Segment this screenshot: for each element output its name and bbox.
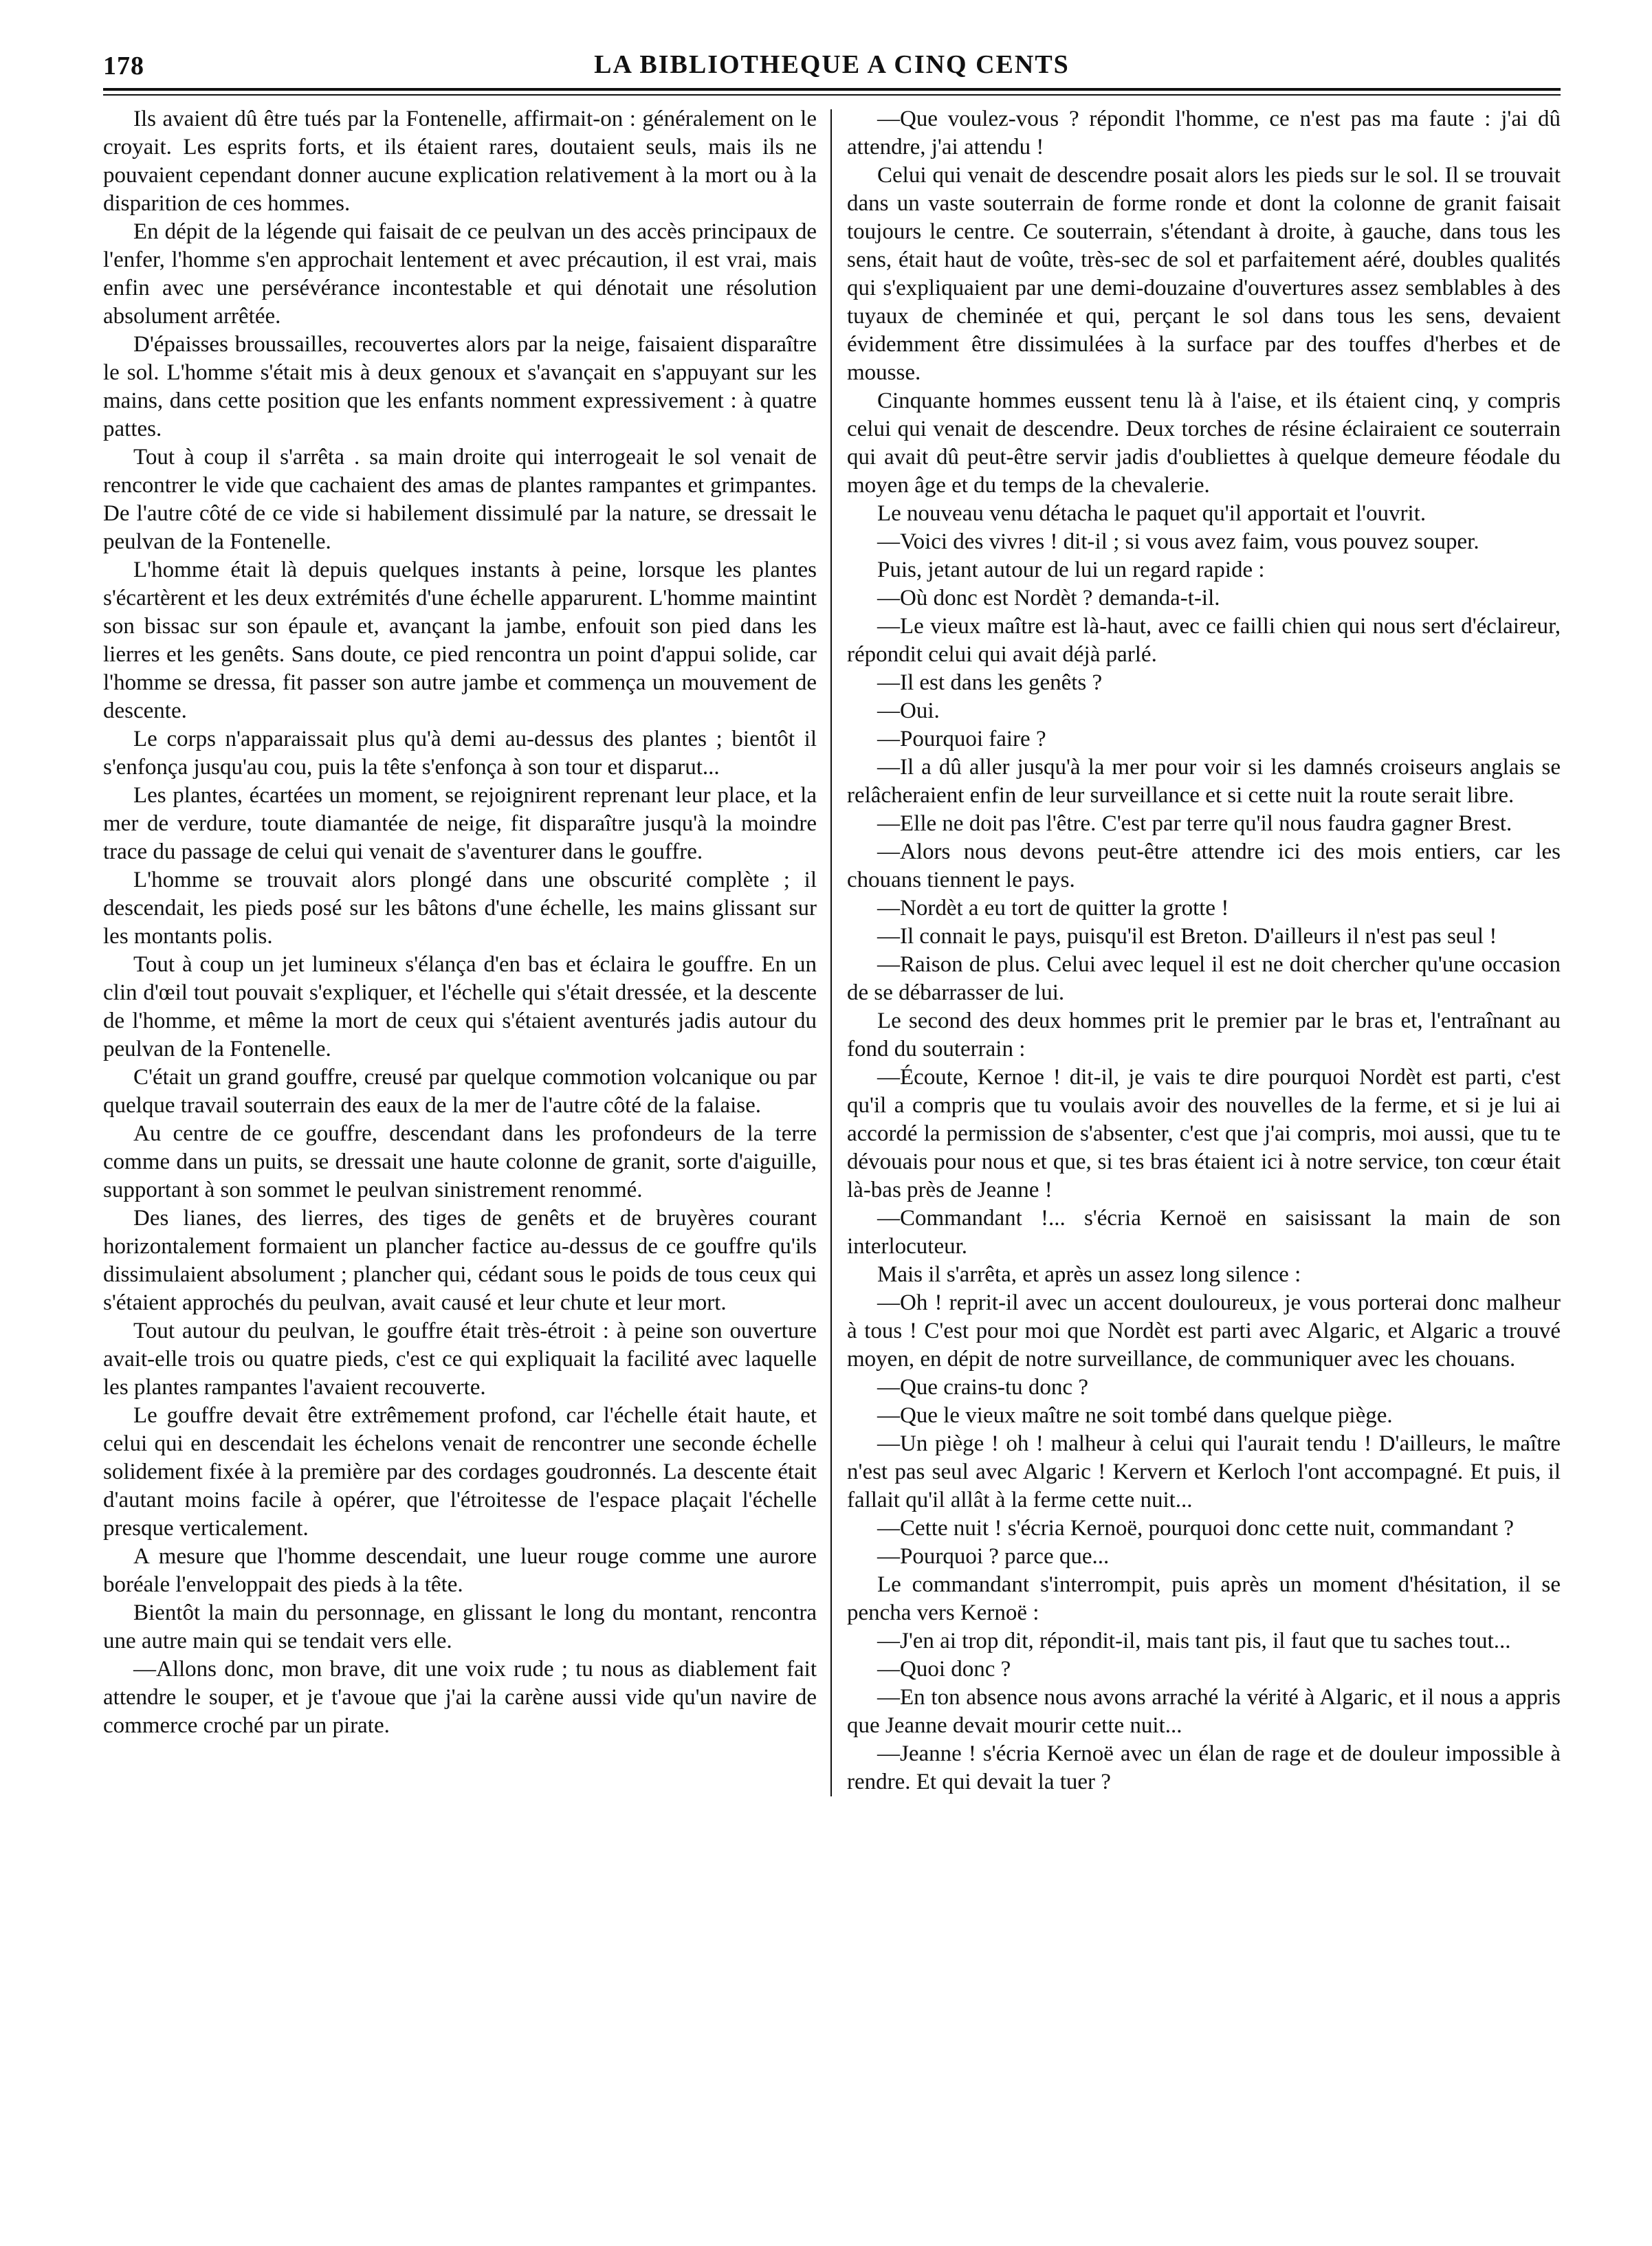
paragraph: Bientôt la main du personnage, en glissant le long du montant, rencontra une autre main qui se tendait vers elle. — [103, 1600, 817, 1653]
paragraph: D'épaisses broussailles, recouvertes alors par la neige, faisaient disparaître le sol. L'homme s'était mis à deux genoux et s'avançait en s'appuyant sur les mains, dans cette position que les enfants nomment expressivement : à quatre pattes. — [103, 332, 817, 441]
paragraph: —Un piège ! oh ! malheur à celui qui l'aurait tendu ! D'ailleurs, le maître n'est pas seul avec Algaric ! Kervern et Kerloch l'ont accompagné. Et puis, il fallait qu'il allât à la ferme cette nuit... — [847, 1431, 1561, 1512]
paragraph: —Oh ! reprit-il avec un accent douloureux, je vous porterai donc malheur à tous ! C'est pour moi que Nordèt est parti avec Algaric, et Algaric a trouvé moyen, en dépit de notre surveillance, de communiquer avec les chouans. — [847, 1290, 1561, 1372]
paragraph: L'homme était là depuis quelques instants à peine, lorsque les plantes s'écartèrent et les deux extrémités d'une échelle apparurent. L'homme maintint son bissac sur son épaule et, avançant la jambe, enfouit son pied dans les lierres et les genêts. Sans doute, ce pied rencontra un point d'appui solide, car l'homme se dressa, fit passer son autre jambe et commença un mouvement de descente. — [103, 558, 817, 723]
paragraph: —Écoute, Kernoe ! dit-il, je vais te dire pourquoi Nordèt est parti, c'est qu'il a compris que tu voulais avoir des nouvelles de la ferme, et si je lui ai accordé la permission de s'absenter, c'est que j'ai compris, moi aussi, que tu te dévouais pour nous et que, si tes bras étaient ici à notre service, ton cœur était là-bas près de Jeanne ! — [847, 1065, 1561, 1202]
paragraph: Tout à coup il s'arrêta . sa main droite qui interrogeait le sol venait de rencontrer le vide que cachaient des amas de plantes rampantes et grimpantes. De l'autre côté de ce vide si habilement dissimulé par la nature, se dressait le peulvan de la Fontenelle. — [103, 445, 817, 554]
newspaper-page — [103, 27, 1561, 2214]
paragraph: Tout à coup un jet lumineux s'élança d'en bas et éclaira le gouffre. En un clin d'œil tout pouvait s'expliquer, et l'échelle qui s'était dressée, et la descente de l'homme, et même la mort de ceux qui s'étaient aventurés jadis autour du peulvan de la Fontenelle. — [103, 952, 817, 1061]
right-column — [832, 105, 1561, 1796]
header-rule-thick — [103, 88, 1561, 91]
paragraph: Le corps n'apparaissait plus qu'à demi au-dessus des plantes ; bientôt il s'enfonça jusqu'au cou, puis la tête s'enfonça à son tour et disparut... — [103, 727, 817, 780]
paragraph: —Jeanne ! s'écria Kernoë avec un élan de rage et de douleur impossible à rendre. Et qui devait la tuer ? — [847, 1741, 1561, 1794]
paragraph: —Alors nous devons peut-être attendre ici des mois entiers, car les chouans tiennent le pays. — [847, 839, 1561, 892]
paragraph: —Où donc est Nordèt ? demanda-t-il. — [877, 586, 1220, 610]
paragraph: Le second des deux hommes prit le premier par le bras et, l'entraînant au fond du souterrain : — [847, 1009, 1561, 1061]
paragraph: Celui qui venait de descendre posait alors les pieds sur le sol. Il se trouvait dans un vaste souterrain de forme ronde et dont la colonne de granit faisait toujours le centre. Ce souterrain, s'étendant à droite, à gauche, dans tous les sens, était haut de voûte, très-sec de sol et parfaitement aéré, doubles qualités qui s'expliquaient par une demi-douzaine d'ouvertures assez semblables à des tuyaux de cheminée et qui, perçant le sol dans tous les sens, devaient évidemment être dissimulées à la surface par des touffes d'herbes et de mousse. — [847, 163, 1561, 385]
paragraph: Le gouffre devait être extrêmement profond, car l'échelle était haute, et celui qui en descendait les échelons venait de rencontrer une seconde échelle solidement fixée à la première par des cordages goudronnés. La descente était d'autant moins facile à opérer, que l'étroitesse de l'espace plaçait l'échelle presque verticalement. — [103, 1403, 817, 1541]
paragraph: —Elle ne doit pas l'être. C'est par terre qu'il nous faudra gagner Brest. — [877, 811, 1512, 836]
paragraph: —Que voulez-vous ? répondit l'homme, ce n'est pas ma faute : j'ai dû attendre, j'ai attendu ! — [847, 107, 1561, 159]
paragraph: —Il est dans les genêts ? — [877, 670, 1103, 695]
header-rule-thin — [103, 94, 1561, 96]
paragraph: —J'en ai trop dit, répondit-il, mais tant pis, il faut que tu saches tout... — [877, 1629, 1511, 1653]
paragraph: Des lianes, des lierres, des tiges de genêts et de bruyères courant horizontalement formaient un plancher factice au-dessus de ce gouffre qu'ils dissimulaient absolument ; plancher qui, cédant sous le poids de tous ceux qui s'étaient approchés du peulvan, avait causé et leur chute et leur mort. — [103, 1206, 817, 1315]
paragraph: —Il connait le pays, puisqu'il est Breton. D'ailleurs il n'est pas seul ! — [877, 924, 1497, 949]
paragraph: —Le vieux maître est là-haut, avec ce failli chien qui nous sert d'éclaireur, répondit celui qui avait déjà parlé. — [847, 614, 1561, 667]
paragraph: Les plantes, écartées un moment, se rejoignirent reprenant leur place, et la mer de verdure, toute diamantée de neige, fit disparaître jusqu'à la moindre trace du passage de celui qui venait de s'aventurer dans le gouffre. — [103, 783, 817, 864]
paragraph: Cinquante hommes eussent tenu là à l'aise, et ils étaient cinq, y compris celui qui venait de descendre. Deux torches de résine éclairaient ce souterrain qui avait dû peut-être servir jadis d'oubliettes à quelque demeure féodale du moyen âge et du temps de la chevalerie. — [847, 388, 1561, 498]
paragraph: —Quoi donc ? — [877, 1657, 1011, 1682]
paragraph: Puis, jetant autour de lui un regard rapide : — [877, 558, 1265, 582]
left-column — [103, 105, 830, 1796]
paragraph: Tout autour du peulvan, le gouffre était très-étroit : à peine son ouverture avait-elle trois ou quatre pieds, c'est ce qui expliquait la facilité avec laquelle les plantes rampantes l'avaient recouverte. — [103, 1319, 817, 1400]
paragraph: —Cette nuit ! s'écria Kernoë, pourquoi donc cette nuit, commandant ? — [877, 1516, 1514, 1541]
paragraph: —Pourquoi ? parce que... — [877, 1544, 1110, 1569]
paragraph: —Allons donc, mon brave, dit une voix rude ; tu nous as diablement fait attendre le souper, et je t'avoue que j'ai la carène aussi vide qu'un navire de commerce croché par un pirate. — [103, 1657, 817, 1738]
paragraph: —En ton absence nous avons arraché la vérité à Algaric, et il nous a appris que Jeanne devait mourir cette nuit... — [847, 1685, 1561, 1738]
paragraph: —Que le vieux maître ne soit tombé dans quelque piège. — [877, 1403, 1393, 1428]
text-columns — [103, 105, 1561, 1796]
paragraph: A mesure que l'homme descendait, une lueur rouge comme une aurore boréale l'enveloppait des pieds à la tête. — [103, 1544, 817, 1597]
paragraph: Le commandant s'interrompit, puis après un moment d'hésitation, il se pencha vers Kernoë : — [847, 1572, 1561, 1625]
paragraph: —Raison de plus. Celui avec lequel il est ne doit chercher qu'une occasion de se débarrasser de lui. — [847, 952, 1561, 1005]
paragraph: —Pourquoi faire ? — [877, 727, 1046, 751]
paragraph: —Commandant !... s'écria Kernoë en saisissant la main de son interlocuteur. — [847, 1206, 1561, 1259]
paragraph: Mais il s'arrêta, et après un assez long silence : — [877, 1262, 1301, 1287]
page-number: 178 — [103, 52, 144, 80]
paragraph: —Voici des vivres ! dit-il ; si vous avez faim, vous pouvez souper. — [877, 529, 1479, 554]
paragraph: Le nouveau venu détacha le paquet qu'il apportait et l'ouvrit. — [877, 501, 1427, 526]
paragraph: Au centre de ce gouffre, descendant dans les profondeurs de la terre comme dans un puits, se dressait une haute colonne de granit, sorte d'aiguille, supportant à son sommet le peulvan sinistrement renommé. — [103, 1121, 817, 1202]
paragraph: L'homme se trouvait alors plongé dans une obscurité complète ; il descendait, les pieds posé sur les bâtons d'une échelle, les mains glissant sur les montants polis. — [103, 868, 817, 949]
paragraph: —Nordèt a eu tort de quitter la grotte ! — [877, 896, 1229, 921]
paragraph: Ils avaient dû être tués par la Fontenelle, affirmait-on : généralement on le croyait. Les esprits forts, et ils étaient rares, doutaient seuls, mais ils ne pouvaient cependant donner aucune explication relativement à la mort ou à la disparition de ces hommes. — [103, 107, 817, 216]
paragraph: C'était un grand gouffre, creusé par quelque commotion volcanique ou par quelque travail souterrain des eaux de la mer de l'autre côté de la falaise. — [103, 1065, 817, 1118]
paragraph: —Il a dû aller jusqu'à la mer pour voir si les damnés croiseurs anglais se relâcheraient enfin de leur surveillance et si cette nuit la route serait libre. — [847, 755, 1561, 808]
page-header — [103, 27, 1561, 81]
paragraph: —Que crains-tu donc ? — [877, 1375, 1088, 1400]
paragraph: En dépit de la légende qui faisait de ce peulvan un des accès principaux de l'enfer, l'homme s'en approchait lentement et avec précaution, il est vrai, mais enfin avec une persévérance incontestable et qui dénotait une résolution absolument arrêtée. — [103, 219, 817, 329]
paragraph: —Oui. — [877, 698, 940, 723]
running-title: LA BIBLIOTHEQUE A CINQ CENTS — [594, 50, 1070, 79]
